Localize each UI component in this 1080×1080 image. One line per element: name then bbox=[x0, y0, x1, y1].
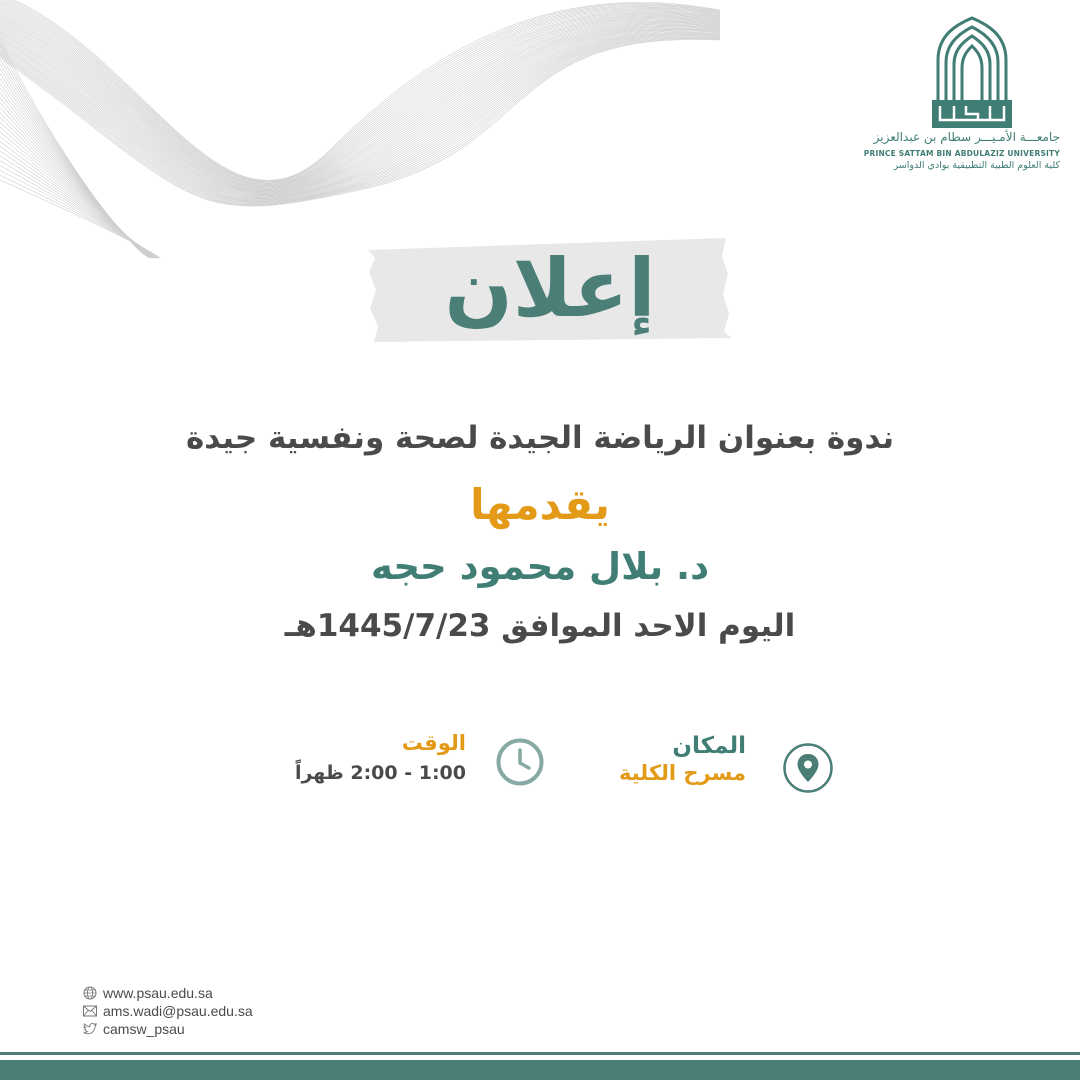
university-emblem-icon bbox=[932, 14, 1012, 130]
email-link[interactable]: ams.wadi@psau.edu.sa bbox=[103, 1003, 253, 1019]
place-value: مسرح الكلية bbox=[618, 761, 746, 785]
university-name-ar: جامعـــة الأمـيـــر سطام بن عبدالعزيز bbox=[873, 130, 1060, 144]
footer-bar bbox=[0, 1060, 1080, 1080]
presented-by-label: يقدمها bbox=[470, 480, 610, 529]
envelope-icon bbox=[83, 1005, 97, 1017]
footer-line bbox=[0, 1052, 1080, 1055]
website-link[interactable]: www.psau.edu.sa bbox=[103, 985, 213, 1001]
place-label: المكان bbox=[672, 733, 746, 759]
seminar-topic: ندوة بعنوان الرياضة الجيدة لصحة ونفسية جيدة bbox=[186, 420, 894, 456]
university-logo bbox=[863, 14, 1074, 174]
event-date: اليوم الاحد الموافق 1445/7/23هـ bbox=[284, 608, 796, 644]
time-value: 1:00 - 2:00 ظهراً bbox=[294, 762, 466, 784]
location-pin-icon bbox=[782, 742, 834, 794]
twitter-icon bbox=[83, 1023, 97, 1035]
clock-icon bbox=[496, 738, 544, 786]
college-name-ar: كلية العلوم الطبية التطبيقية بوادي الدواسر bbox=[893, 160, 1060, 171]
twitter-handle[interactable]: camsw_psau bbox=[103, 1021, 185, 1037]
twitter-contact[interactable] bbox=[83, 1021, 185, 1037]
globe-icon bbox=[83, 986, 97, 1000]
presenter-name: د. بلال محمود حجه bbox=[370, 545, 710, 588]
decorative-mesh bbox=[0, 0, 720, 270]
announcement-title: إعلان bbox=[444, 241, 656, 335]
time-label: الوقت bbox=[401, 731, 466, 755]
website-contact[interactable] bbox=[83, 985, 213, 1001]
university-name-en: PRINCE SATTAM BIN ABDULAZIZ UNIVERSITY bbox=[863, 149, 1060, 158]
email-contact[interactable] bbox=[83, 1003, 253, 1019]
